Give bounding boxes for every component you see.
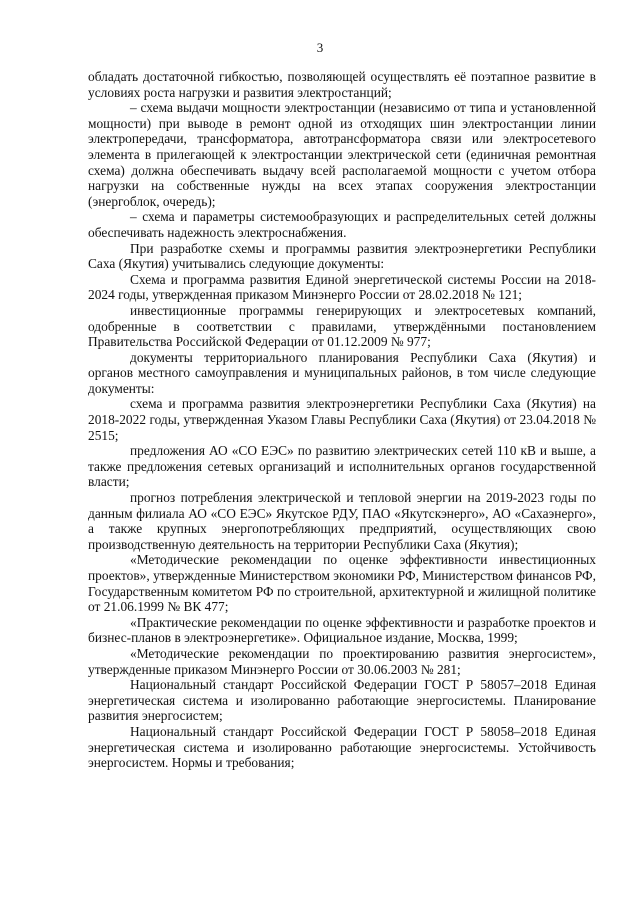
paragraph: документы территориального планирования Республики Саха (Якутия) и органов местного самоуправления и муниципальных районов, в том числе следующие документы: (88, 349, 596, 396)
paragraph: схема и программа развития электроэнергетики Республики Саха (Якутия) на 2018-2022 годы, утвержденная Указом Главы Республики Саха (Якутия) от 23.04.2018 № 2515; (88, 396, 596, 443)
paragraph: – схема и параметры системообразующих и распределительных сетей должны обеспечивать надежность электроснабжения. (88, 209, 596, 240)
paragraph: «Методические рекомендации по оценке эффективности инвестиционных проектов», утвержденные Министерством экономики РФ, Министерством финансов РФ, Государственным комитетом РФ по строительной, архитектурной и жилищной политике от 21.06.1999 № ВК 477; (88, 552, 596, 615)
paragraph: инвестиционные программы генерирующих и электросетевых компаний, одобренные в соответствии с правилами, утверждёнными постановлением Правительства Российской Федерации от 01.12.2009 № 977; (88, 302, 596, 350)
paragraph: обладать достаточной гибкостью, позволяющей осуществлять её поэтапное развитие в условиях роста нагрузки и развития электростанций; (88, 69, 596, 100)
paragraph: предложения АО «СО ЕЭС» по развитию электрических сетей 110 кВ и выше, а также предложения сетевых организаций и исполнительных органов государственной власти; (88, 443, 596, 490)
document-body (88, 69, 596, 771)
paragraph: При разработке схемы и программы развития электроэнергетики Республики Саха (Якутия) учитывались следующие документы: (88, 240, 596, 272)
page-number: 3 (316, 40, 324, 55)
paragraph: – схема выдачи мощности электростанции (независимо от типа и установленной мощности) при выводе в ремонт одной из отходящих шин электростанции линии электропередачи, трансформатора, автотрансформатора связи или электросетевого элемента в прилегающей к электростанции электрической сети (единичная ремонтная схема) должна обеспечивать выдачу всей располагаемой мощности с учетом отбора нагрузки на собственные нужды на всех этапах сооружения электростанции (энергоблок, очередь); (88, 100, 596, 209)
paragraph: Национальный стандарт Российской Федерации ГОСТ Р 58057–2018 Единая энергетическая система и изолированно работающие энергосистемы. Планирование развития энергосистем; (88, 677, 596, 724)
paragraph: Схема и программа развития Единой энергетической системы России на 2018-2024 годы, утвержденная приказом Минэнерго России от 28.02.2018 № 121; (88, 271, 596, 303)
paragraph: «Методические рекомендации по проектированию развития энергосистем», утвержденные приказом Минэнерго России от 30.06.2003 № 281; (88, 645, 596, 677)
paragraph: «Практические рекомендации по оценке эффективности и разработке проектов и бизнес-планов в электроэнергетике». Официальное издание, Москва, 1999; (88, 614, 596, 646)
paragraph: прогноз потребления электрической и тепловой энергии на 2019-2023 годы по данным филиала АО «СО ЕЭС» Якутское РДУ, ПАО «Якутскэнерго», АО «Сахаэнерго», а также крупных энергопотребляющих предприятий, осуществляющих свою производственную деятельность на территории Республики Саха (Якутия); (88, 490, 596, 552)
paragraph: Национальный стандарт Российской Федерации ГОСТ Р 58058–2018 Единая энергетическая система и изолированно работающие энергосистемы. Устойчивость энергосистем. Нормы и требования; (88, 723, 596, 771)
